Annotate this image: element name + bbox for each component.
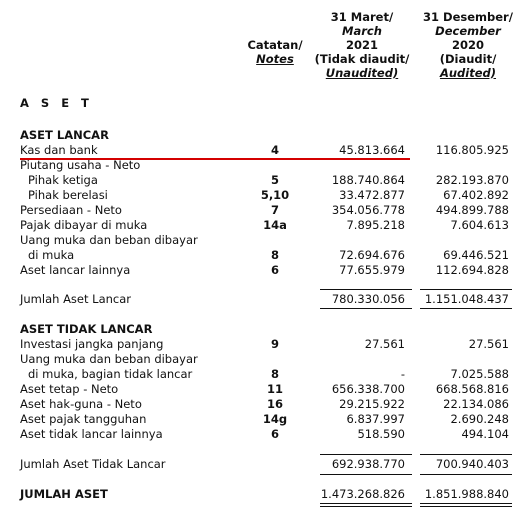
header-catatan-line: Notes xyxy=(256,52,294,66)
row-value-2021: 29.215.922 xyxy=(339,397,405,411)
table-row xyxy=(0,173,523,188)
row-value-2021: 6.837.997 xyxy=(346,412,405,426)
row-label: Pajak dibayar di muka xyxy=(20,218,148,232)
row-note: 6 xyxy=(270,263,279,277)
table-row xyxy=(0,352,523,367)
row-label: Uang muka dan beban dibayar xyxy=(20,352,198,366)
total-double-rule xyxy=(420,503,512,507)
row-label: ASET TIDAK LANCAR xyxy=(20,322,153,336)
header-2021-line: 2021 xyxy=(345,38,378,52)
row-label: Aset lancar lainnya xyxy=(20,263,131,277)
row-value-2020: 2.690.248 xyxy=(450,412,509,426)
row-note: 8 xyxy=(270,248,279,262)
row-note: 14g xyxy=(262,412,288,426)
table-row xyxy=(0,158,523,173)
header-2020-line: 2020 xyxy=(451,38,484,52)
subtotal-rule xyxy=(320,454,412,455)
subtotal-rule xyxy=(320,289,412,290)
row-label: Aset hak-guna - Neto xyxy=(20,397,142,411)
table-row xyxy=(0,263,523,278)
row-note: 5 xyxy=(270,173,279,187)
table-row xyxy=(0,218,523,233)
row-value-2020: 494.899.788 xyxy=(435,203,509,217)
row-value-2020: 27.561 xyxy=(468,337,509,351)
row-value-2021: - xyxy=(400,367,405,381)
row-label: Jumlah Aset Tidak Lancar xyxy=(20,457,166,471)
header-2020-line: Audited) xyxy=(439,66,497,80)
row-label: Aset tidak lancar lainnya xyxy=(20,427,163,441)
subtotal-rule xyxy=(420,289,512,290)
row-value-2020: 116.805.925 xyxy=(435,143,509,157)
row-note: 16 xyxy=(266,397,283,411)
row-value-2020: 112.694.828 xyxy=(435,263,509,277)
row-label: Pihak berelasi xyxy=(28,188,108,202)
table-row xyxy=(0,322,523,337)
row-note: 7 xyxy=(270,203,279,217)
row-value-2020: 22.134.086 xyxy=(443,397,509,411)
row-label: Uang muka dan beban dibayar xyxy=(20,233,198,247)
row-label: Jumlah Aset Lancar xyxy=(20,292,132,306)
row-label: Piutang usaha - Neto xyxy=(20,158,141,172)
table-row xyxy=(0,188,523,203)
row-value-2020: 69.446.521 xyxy=(443,248,509,262)
row-value-2020: 67.402.892 xyxy=(443,188,509,202)
row-value-2021: 692.938.770 xyxy=(331,457,405,471)
row-label: Kas dan bank xyxy=(20,143,98,157)
row-value-2021: 45.813.664 xyxy=(339,143,405,157)
table-row xyxy=(0,412,523,427)
row-value-2020: 1.151.048.437 xyxy=(424,292,509,306)
red-highlight-underline xyxy=(20,158,410,160)
row-value-2021: 77.655.979 xyxy=(339,263,405,277)
table-row xyxy=(0,367,523,382)
header-2021-line: (Tidak diaudit/ xyxy=(314,52,410,66)
row-label: Aset pajak tangguhan xyxy=(20,412,147,426)
row-value-2021: 33.472.877 xyxy=(339,188,405,202)
row-note: 11 xyxy=(266,382,283,396)
subtotal-rule xyxy=(420,474,512,475)
table-row xyxy=(0,487,523,502)
subtotal-rule xyxy=(320,474,412,475)
table-row xyxy=(0,96,523,111)
table-row xyxy=(0,248,523,263)
row-value-2020: 668.568.816 xyxy=(435,382,509,396)
header-2021-line: Unaudited) xyxy=(325,66,399,80)
row-value-2021: 656.338.700 xyxy=(331,382,405,396)
row-label: A S E T xyxy=(20,96,93,110)
row-value-2021: 188.740.864 xyxy=(331,173,405,187)
row-value-2021: 518.590 xyxy=(357,427,405,441)
header-december-2020 xyxy=(418,10,518,80)
row-note: 14a xyxy=(263,218,287,232)
subtotal-rule xyxy=(420,308,512,309)
table-row xyxy=(0,292,523,307)
row-label: Aset tetap - Neto xyxy=(20,382,119,396)
row-value-2020: 282.193.870 xyxy=(435,173,509,187)
row-label: di muka, bagian tidak lancar xyxy=(28,367,193,381)
row-value-2021: 1.473.268.826 xyxy=(320,487,405,501)
subtotal-rule xyxy=(320,308,412,309)
row-value-2020: 7.604.613 xyxy=(450,218,509,232)
table-row xyxy=(0,233,523,248)
row-value-2021: 780.330.056 xyxy=(331,292,405,306)
row-label: Pihak ketiga xyxy=(28,173,98,187)
header-2021-line: 31 Maret/ xyxy=(330,10,394,24)
row-value-2021: 354.056.778 xyxy=(331,203,405,217)
table-row xyxy=(0,397,523,412)
row-label: ASET LANCAR xyxy=(20,128,109,142)
table-row xyxy=(0,457,523,472)
total-double-rule xyxy=(320,503,412,507)
table-row xyxy=(0,143,523,158)
row-note: 8 xyxy=(270,367,279,381)
header-catatan xyxy=(240,10,310,66)
row-note: 5,10 xyxy=(260,188,290,202)
header-2020-line: December xyxy=(435,24,501,38)
row-note: 4 xyxy=(270,143,279,157)
row-value-2021: 7.895.218 xyxy=(346,218,405,232)
row-value-2020: 1.851.988.840 xyxy=(424,487,509,501)
row-value-2020: 7.025.588 xyxy=(450,367,509,381)
header-march-2021 xyxy=(312,10,412,80)
row-value-2020: 700.940.403 xyxy=(435,457,509,471)
row-note: 6 xyxy=(270,427,279,441)
table-row xyxy=(0,427,523,442)
row-label: Persediaan - Neto xyxy=(20,203,122,217)
header-2020-line: (Diaudit/ xyxy=(439,52,497,66)
subtotal-rule xyxy=(420,454,512,455)
row-label: Investasi jangka panjang xyxy=(20,337,164,351)
table-row xyxy=(0,337,523,352)
table-row xyxy=(0,128,523,143)
header-2020-line: 31 Desember/ xyxy=(423,10,513,24)
row-value-2021: 72.694.676 xyxy=(339,248,405,262)
table-row xyxy=(0,203,523,218)
header-catatan-line: Catatan/ xyxy=(247,38,303,52)
row-label: di muka xyxy=(28,248,75,262)
header-2021-line: March xyxy=(342,24,382,38)
row-label: JUMLAH ASET xyxy=(20,487,108,501)
table-row xyxy=(0,382,523,397)
row-note: 9 xyxy=(270,337,279,351)
row-value-2021: 27.561 xyxy=(364,337,405,351)
row-value-2020: 494.104 xyxy=(461,427,509,441)
